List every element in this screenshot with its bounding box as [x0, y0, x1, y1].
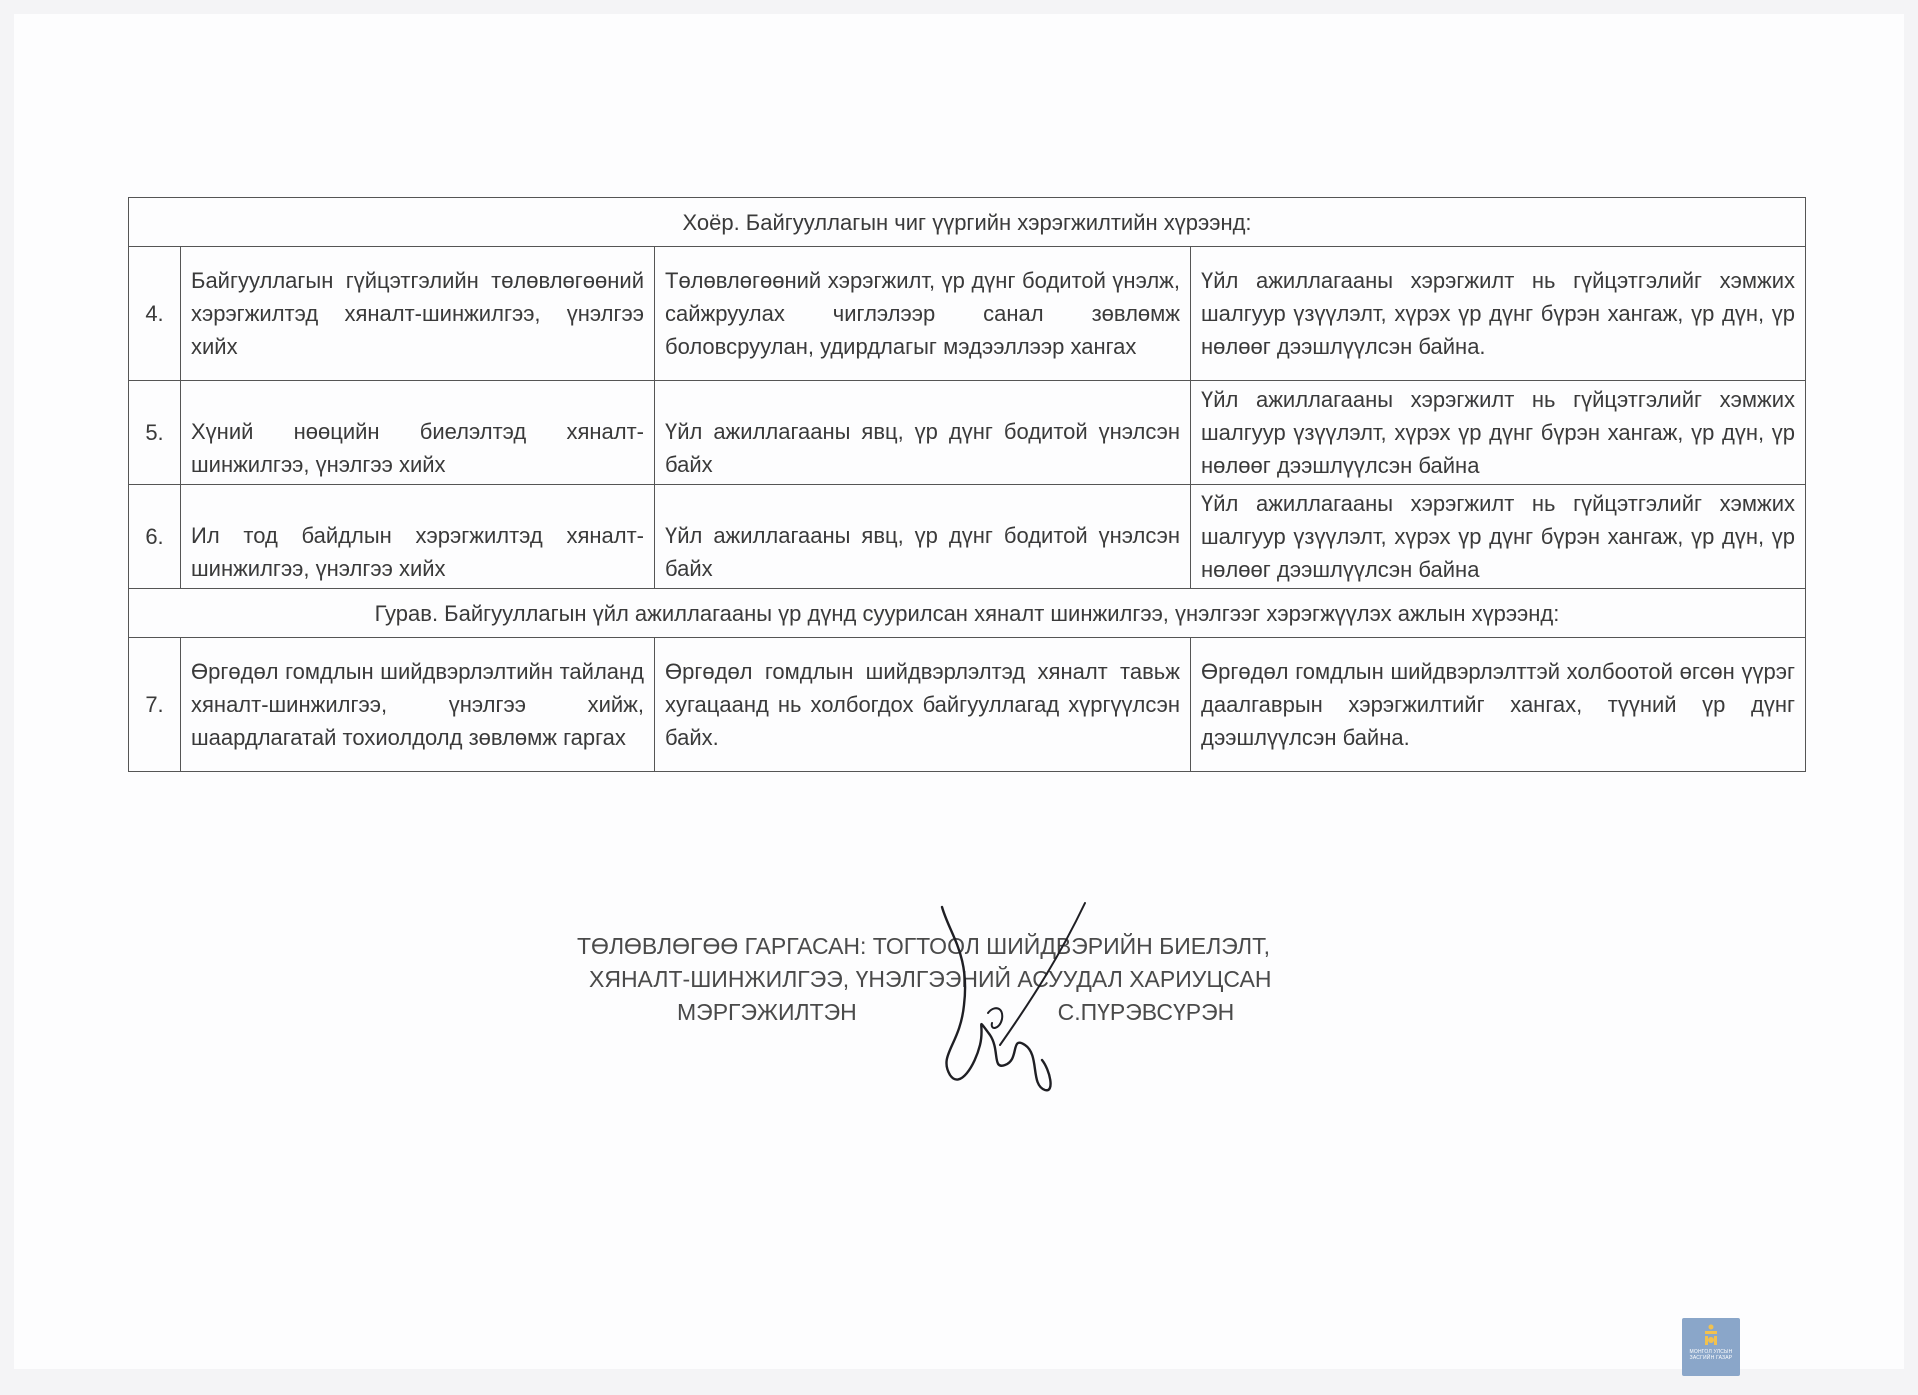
result-cell: Үйл ажиллагааны хэрэгжилт нь гүйцэтгэлийг хэмжих шалгуур үзүүлэлт, хүрэх үр дүнг бүрэн хангаж, үр дүн, үр нөлөөг дээшлүүлсэн байна: [1191, 381, 1806, 485]
handwritten-signature: [930, 895, 1090, 1105]
task-cell: Өргөдөл гомдлын шийдвэрлэлтийн тайланд хяналт-шинжилгээ, үнэлгээ хийж, шаардлагатай тохиолдолд зөвлөмж гаргах: [181, 638, 655, 772]
section-two-heading: Хоёр. Байгууллагын чиг үүргийн хэрэгжилтийн хүрээнд:: [129, 198, 1806, 247]
row-number: 7.: [129, 638, 181, 772]
result-cell: Үйл ажиллагааны хэрэгжилт нь гүйцэтгэлийг хэмжих шалгуур үзүүлэлт, хүрэх үр дүнг бүрэн хангаж, үр дүн, үр нөлөөг дээшлүүлсэн байна.: [1191, 247, 1806, 381]
signer-name: С.ПҮРЭВСҮРЭН: [1057, 999, 1235, 1025]
section-header-row: [129, 198, 1806, 247]
signature-line-1: ТӨЛӨВЛӨГӨӨ ГАРГАСАН: ТОГТООЛ ШИЙДВЭРИЙН БИЕЛЭЛТ,: [577, 933, 1270, 959]
table-row: [129, 638, 1806, 772]
task-cell: Хүний нөөцийн биелэлтэд хяналт-шинжилгээ, үнэлгээ хийх: [181, 381, 655, 485]
result-cell: Өргөдөл гомдлын шийдвэрлэлттэй холбоотой өгсөн үүрэг даалгаврын хэрэгжилтийг хангах, түүний үр дүнг дээшлүүлсэн байна.: [1191, 638, 1806, 772]
government-seal: [1682, 1318, 1740, 1376]
plan-table: [128, 197, 1806, 772]
measure-cell: Төлөвлөгөөний хэрэгжилт, үр дүнг бодитой үнэлж, сайжруулах чиглэлээр санал зөвлөмж боловсруулан, удирдлагыг мэдээллээр хангах: [655, 247, 1191, 381]
measure-cell: Үйл ажиллагааны явц, үр дүнг бодитой үнэлсэн байх: [655, 381, 1191, 485]
measure-cell: Өргөдөл гомдлын шийдвэрлэлтэд хяналт тавьж хугацаанд нь холбогдох байгууллагад хүргүүлсэн байх.: [655, 638, 1191, 772]
table-row: [129, 247, 1806, 381]
soyombo-emblem-icon: [1700, 1323, 1722, 1347]
signature-line-2: ХЯНАЛТ-ШИНЖИЛГЭЭ, ҮНЭЛГЭЭНИЙ АСУУДАЛ ХАРИУЦСАН: [589, 966, 1272, 992]
result-cell: Үйл ажиллагааны хэрэгжилт нь гүйцэтгэлийг хэмжих шалгуур үзүүлэлт, хүрэх үр дүнг бүрэн хангаж, үр дүн, үр нөлөөг дээшлүүлсэн байна: [1191, 485, 1806, 589]
signer-title: МЭРГЭЖИЛТЭН: [677, 999, 857, 1025]
row-number: 5.: [129, 381, 181, 485]
task-cell: Байгууллагын гүйцэтгэлийн төлөвлөгөөний хэрэгжилтэд хяналт-шинжилгээ, үнэлгээ хийх: [181, 247, 655, 381]
table-row: [129, 381, 1806, 485]
measure-cell: Үйл ажиллагааны явц, үр дүнг бодитой үнэлсэн байх: [655, 485, 1191, 589]
row-number: 4.: [129, 247, 181, 381]
row-number: 6.: [129, 485, 181, 589]
seal-caption: МОНГОЛ УЛСЫН ЗАСГИЙН ГАЗАР: [1689, 1349, 1733, 1361]
section-three-heading: Гурав. Байгууллагын үйл ажиллагааны үр дүнд суурилсан хяналт шинжилгээ, үнэлгээг хэрэгжүүлэх ажлын хүрээнд:: [129, 589, 1806, 638]
section-header-row: [129, 589, 1806, 638]
task-cell: Ил тод байдлын хэрэгжилтэд хяналт-шинжилгээ, үнэлгээ хийх: [181, 485, 655, 589]
table-row: [129, 485, 1806, 589]
